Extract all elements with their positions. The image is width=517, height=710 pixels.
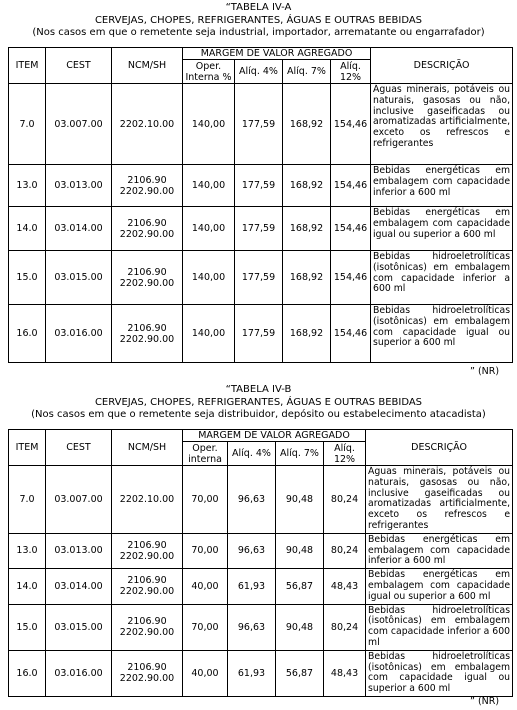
cell-aliq12: 154,46 [331, 84, 371, 165]
cell-ncm: 2106.90 2202.90.00 [112, 305, 183, 363]
cell-oper: 40,00 [183, 569, 228, 604]
cell-ncm: 2202.10.00 [112, 84, 183, 165]
cell-aliq7: 168,92 [283, 251, 331, 305]
cell-item: 7.0 [9, 84, 46, 165]
cell-oper: 70,00 [183, 604, 228, 650]
cell-oper: 140,00 [183, 305, 235, 363]
cell-oper: 70,00 [183, 466, 228, 534]
cell-aliq7: 90,48 [276, 533, 324, 568]
header-cest: CEST [46, 430, 112, 466]
cell-item: 15.0 [9, 251, 46, 305]
cell-ncm: 2106.90 2202.90.00 [112, 207, 183, 251]
cell-aliq4: 177,59 [235, 305, 283, 363]
cell-cest: 03.013.00 [46, 165, 112, 207]
cell-ncm: 2106.90 2202.90.00 [112, 533, 183, 568]
header-descricao: DESCRIÇÃO [366, 430, 513, 466]
table-a [8, 47, 513, 363]
cell-aliq12: 80,24 [324, 533, 366, 568]
cell-aliq4: 61,93 [228, 650, 276, 696]
cell-desc: Bebidas hidroeletrolíticas (isotônicas) em embalagem com capacidade igual ou superior a 600 ml [366, 650, 513, 696]
header-aliq12: Alíq. 12% [331, 60, 371, 84]
header-descricao: DESCRIÇÃO [371, 48, 513, 84]
cell-desc: Bebidas hidroeletrolíticas (isotônicas) em embalagem com capacidade igual ou superior a 600 ml [371, 305, 513, 363]
cell-aliq4: 177,59 [235, 251, 283, 305]
cell-item: 16.0 [9, 650, 46, 696]
cell-oper: 40,00 [183, 650, 228, 696]
table-a-note: (Nos casos em que o remetente seja industrial, importador, arrematante ou engarrafador) [32, 27, 485, 38]
header-margem: MARGEM DE VALOR AGREGADO [183, 48, 371, 60]
cell-ncm: 2106.90 2202.90.00 [112, 650, 183, 696]
table-b-title-block [0, 384, 517, 422]
table-b-nr: ” (NR) [470, 696, 500, 707]
cell-desc: Bebidas hidroeletrolíticas (isotônicas) em embalagem com capacidade inferior a 600 ml [371, 251, 513, 305]
table-row [9, 569, 513, 604]
cell-aliq12: 154,46 [331, 305, 371, 363]
cell-aliq7: 168,92 [283, 305, 331, 363]
cell-aliq7: 56,87 [276, 650, 324, 696]
cell-item: 13.0 [9, 533, 46, 568]
table-row [9, 207, 513, 251]
cell-item: 14.0 [9, 207, 46, 251]
header-aliq7: Alíq. 7% [276, 442, 324, 466]
cell-aliq4: 96,63 [228, 466, 276, 534]
cell-aliq7: 90,48 [276, 466, 324, 534]
cell-aliq4: 96,63 [228, 604, 276, 650]
cell-desc: Águas minerais, potáveis ou naturais, gasosas ou não, inclusive gaseificadas ou aromatizadas artificialmente, exceto os refrescos e refrigerantes [371, 84, 513, 165]
header-oper: Oper. interna [183, 442, 228, 466]
table-b-body [9, 466, 513, 697]
cell-aliq12: 154,46 [331, 251, 371, 305]
header-aliq12: Alíq. 12% [324, 442, 366, 466]
cell-oper: 70,00 [183, 533, 228, 568]
cell-oper: 140,00 [183, 84, 235, 165]
header-item: ITEM [9, 430, 46, 466]
table-a-body [9, 84, 513, 363]
cell-cest: 03.015.00 [46, 251, 112, 305]
cell-oper: 140,00 [183, 207, 235, 251]
cell-aliq12: 48,43 [324, 650, 366, 696]
cell-aliq12: 154,46 [331, 165, 371, 207]
header-margem: MARGEM DE VALOR AGREGADO [183, 430, 366, 442]
cell-cest: 03.014.00 [46, 569, 112, 604]
table-row [9, 251, 513, 305]
cell-desc: Bebidas energéticas em embalagem com capacidade igual ou superior a 600 ml [366, 569, 513, 604]
cell-aliq4: 177,59 [235, 165, 283, 207]
cell-item: 16.0 [9, 305, 46, 363]
table-a-heading: “TABELA IV-A [225, 2, 292, 13]
cell-aliq12: 154,46 [331, 207, 371, 251]
cell-cest: 03.014.00 [46, 207, 112, 251]
header-ncm: NCM/SH [112, 430, 183, 466]
cell-aliq4: 61,93 [228, 569, 276, 604]
cell-ncm: 2106.90 2202.90.00 [112, 251, 183, 305]
cell-item: 15.0 [9, 604, 46, 650]
cell-aliq7: 56,87 [276, 569, 324, 604]
cell-aliq12: 48,43 [324, 569, 366, 604]
cell-item: 13.0 [9, 165, 46, 207]
cell-desc: Bebidas hidroeletrolíticas (isotônicas) em embalagem com capacidade inferior a 600 ml [366, 604, 513, 650]
cell-cest: 03.013.00 [46, 533, 112, 568]
table-b-note: (Nos casos em que o remetente seja distribuidor, depósito ou estabelecimento atacadista) [31, 409, 486, 420]
cell-aliq7: 168,92 [283, 84, 331, 165]
cell-ncm: 2106.90 2202.90.00 [112, 569, 183, 604]
header-aliq4: Alíq. 4% [235, 60, 283, 84]
cell-oper: 140,00 [183, 165, 235, 207]
table-row [9, 650, 513, 696]
header-aliq4: Alíq. 4% [228, 442, 276, 466]
table-b [8, 429, 513, 697]
cell-cest: 03.016.00 [46, 650, 112, 696]
cell-oper: 140,00 [183, 251, 235, 305]
header-item: ITEM [9, 48, 46, 84]
table-a-subtitle: CERVEJAS, CHOPES, REFRIGERANTES, ÁGUAS E OUTRAS BEBIDAS [94, 14, 423, 26]
table-a-title-block [0, 2, 517, 40]
cell-aliq4: 96,63 [228, 533, 276, 568]
cell-aliq7: 168,92 [283, 165, 331, 207]
cell-desc: Bebidas energéticas em embalagem com capacidade inferior a 600 ml [366, 533, 513, 568]
cell-ncm: 2106.90 2202.90.00 [112, 604, 183, 650]
cell-ncm: 2202.10.00 [112, 466, 183, 534]
cell-item: 7.0 [9, 466, 46, 534]
table-b-heading: “TABELA IV-B [225, 384, 292, 395]
cell-desc: Águas minerais, potáveis ou naturais, gasosas ou não, inclusive gaseificadas ou aromatizadas artificialmente, exceto os refrescos e refrigerantes [366, 466, 513, 534]
table-row [9, 165, 513, 207]
cell-item: 14.0 [9, 569, 46, 604]
cell-aliq4: 177,59 [235, 207, 283, 251]
table-row [9, 466, 513, 534]
cell-desc: Bebidas energéticas em embalagem com capacidade inferior a 600 ml [371, 165, 513, 207]
table-row [9, 84, 513, 165]
cell-ncm: 2106.90 2202.90.00 [112, 165, 183, 207]
cell-cest: 03.007.00 [46, 84, 112, 165]
cell-aliq4: 177,59 [235, 84, 283, 165]
cell-cest: 03.007.00 [46, 466, 112, 534]
cell-desc: Bebidas energéticas em embalagem com capacidade igual ou superior a 600 ml [371, 207, 513, 251]
header-aliq7: Alíq. 7% [283, 60, 331, 84]
header-ncm: NCM/SH [112, 48, 183, 84]
header-oper: Oper. Interna % [183, 60, 235, 84]
cell-cest: 03.016.00 [46, 305, 112, 363]
cell-aliq12: 80,24 [324, 604, 366, 650]
cell-cest: 03.015.00 [46, 604, 112, 650]
cell-aliq7: 168,92 [283, 207, 331, 251]
cell-aliq12: 80,24 [324, 466, 366, 534]
table-a-nr: ” (NR) [470, 366, 500, 377]
table-row [9, 533, 513, 568]
header-cest: CEST [46, 48, 112, 84]
table-row [9, 305, 513, 363]
table-b-subtitle: CERVEJAS, CHOPES, REFRIGERANTES, ÁGUAS E OUTRAS BEBIDAS [94, 396, 423, 408]
cell-aliq7: 90,48 [276, 604, 324, 650]
table-row [9, 604, 513, 650]
